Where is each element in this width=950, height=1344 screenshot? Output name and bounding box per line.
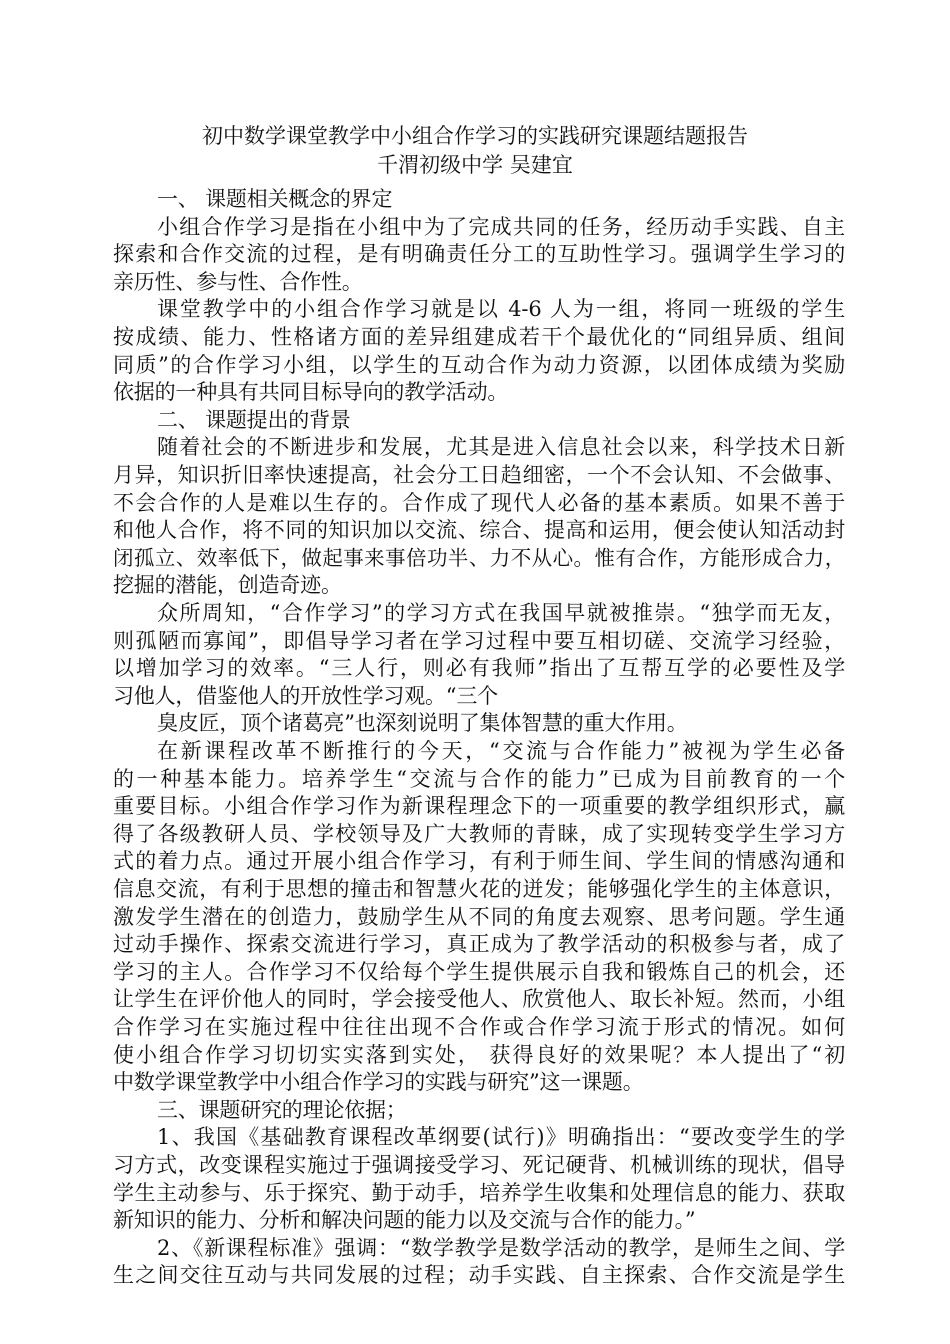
- paragraph-line: 不会合作的人是难以生存的。合作成了现代人必备的基本素质。如果不善于: [113, 490, 845, 515]
- paragraph-line: 合作学习在实施过程中往往出现不合作或合作学习流于形式的情况。如何: [113, 1015, 845, 1039]
- section-heading: 一、 课题相关概念的界定: [157, 187, 393, 211]
- paragraph-line: 习他人，借鉴他人的开放性学习观。“三个: [113, 683, 498, 708]
- paragraph-line: 月异，知识折旧率快速提高，社会分工日趋细密，一个不会认知、不会做事、: [113, 463, 845, 487]
- paragraph-line: 重要目标。小组合作学习作为新课程理念下的一项重要的教学组织形式，赢: [113, 794, 845, 819]
- paragraph-line: 使小组合作学习切切实实落到实处， 获得良好的效果呢？本人提出了“初: [113, 1042, 845, 1067]
- paragraph-line: 随着社会的不断进步和发展，尤其是进入信息社会以来，科学技术日新: [157, 435, 845, 460]
- paragraph-line: 按成绩、能力、性格诸方面的差异组建成若干个最优化的“同组异质、组间: [113, 325, 845, 349]
- section-heading: 三、课题研究的理论依据；: [157, 1097, 407, 1122]
- paragraph-line: 则孤陋而寡闻”，即倡导学习者在学习过程中要互相切磋、交流学习经验，: [113, 628, 845, 653]
- paragraph-line: 的一种基本能力。培养学生“交流与合作的能力”已成为目前教育的一个: [113, 766, 845, 791]
- paragraph-line: 小组合作学习是指在小组中为了完成共同的任务，经历动手实践、自主: [157, 214, 845, 239]
- paragraph-line: 依据的一种具有共同目标导向的教学活动。: [113, 380, 509, 405]
- paragraph-line: 同质”的合作学习小组，以学生的互动合作为动力资源，以团体成绩为奖励: [113, 352, 845, 377]
- paragraph-line: 让学生在评价他人的同时，学会接受他人、欣赏他人、取长补短。然而，小组: [113, 987, 845, 1012]
- paragraph-line: 得了各级教研人员、学校领导及广大教师的青睐，成了实现转变学生学习方: [113, 821, 845, 846]
- paragraph-line: 和他人合作，将不同的知识加以交流、综合、提高和运用，便会使认知活动封: [113, 518, 845, 543]
- paragraph-line: 新知识的能力、分析和解决问题的能力以及交流与合作的能力。”: [113, 1208, 696, 1233]
- paragraph-line: 挖掘的潜能，创造奇迹。: [113, 573, 342, 598]
- paragraph-line: 信息交流，有利于思想的撞击和智慧火花的迸发；能够强化学生的主体意识，: [113, 877, 845, 901]
- paragraph-line: 习方式，改变课程实施过于强调接受学习、死记硬背、机械训练的现状，倡导: [113, 1153, 845, 1177]
- paragraph-line: 生之间交往互动与共同发展的过程；动手实践、自主探索、合作交流是学生: [113, 1263, 845, 1288]
- section-heading: 二、 课题提出的背景: [157, 407, 351, 432]
- paragraph-line: 以增加学习的效率。“三人行，则必有我师”指出了互帮互学的必要性及学: [113, 656, 845, 681]
- paragraph-line: 2、《新课程标准》强调：“数学教学是数学活动的教学，是师生之间、学: [157, 1235, 845, 1260]
- paragraph-line: 学生主动参与、乐于探究、勤于动手，培养学生收集和处理信息的能力、获取: [113, 1180, 845, 1205]
- paragraph-line: 课堂教学中的小组合作学习就是以 4-6 人为一组，将同一班级的学生: [157, 297, 845, 322]
- paragraph-line: 闭孤立、效率低下，做起事来事倍功半、力不从心。惟有合作，方能形成合力，: [113, 545, 845, 570]
- paragraph-line: 在新课程改革不断推行的今天，“交流与合作能力”被视为学生必备: [157, 739, 845, 763]
- paragraph-line: 激发学生潜在的创造力，鼓励学生从不同的角度去观察、思考问题。学生通: [113, 904, 845, 929]
- paragraph-line: 过动手操作、探索交流进行学习，真正成为了教学活动的积极参与者，成了: [113, 932, 845, 957]
- document-title: 初中数学课堂教学中小组合作学习的实践研究课题结题报告: [202, 124, 748, 148]
- paragraph-line: 探索和合作交流的过程，是有明确责任分工的互助性学习。强调学生学习的: [113, 242, 845, 267]
- paragraph-line: 亲历性、参与性、合作性。: [113, 269, 363, 294]
- paragraph-line: 众所周知，“合作学习”的学习方式在我国早就被推崇。“独学而无友，: [157, 601, 845, 625]
- paragraph-line: 式的着力点。通过开展小组合作学习，有利于师生间、学生间的情感沟通和: [113, 849, 845, 874]
- paragraph-line: 1、我国《基础教育课程改革纲要(试行)》明确指出：“要改变学生的学: [157, 1125, 845, 1150]
- paragraph-line: 中数学课堂教学中小组合作学习的实践与研究”这一课题。: [113, 1070, 644, 1095]
- paragraph-line: 臭皮匠，顶个诸葛亮”也深刻说明了集体智慧的重大作用。: [157, 711, 688, 736]
- paragraph-line: 学习的主人。合作学习不仅给每个学生提供展示自我和锻炼自己的机会，还: [113, 959, 845, 984]
- document-byline: 千渭初级中学 吴建宜: [377, 153, 573, 177]
